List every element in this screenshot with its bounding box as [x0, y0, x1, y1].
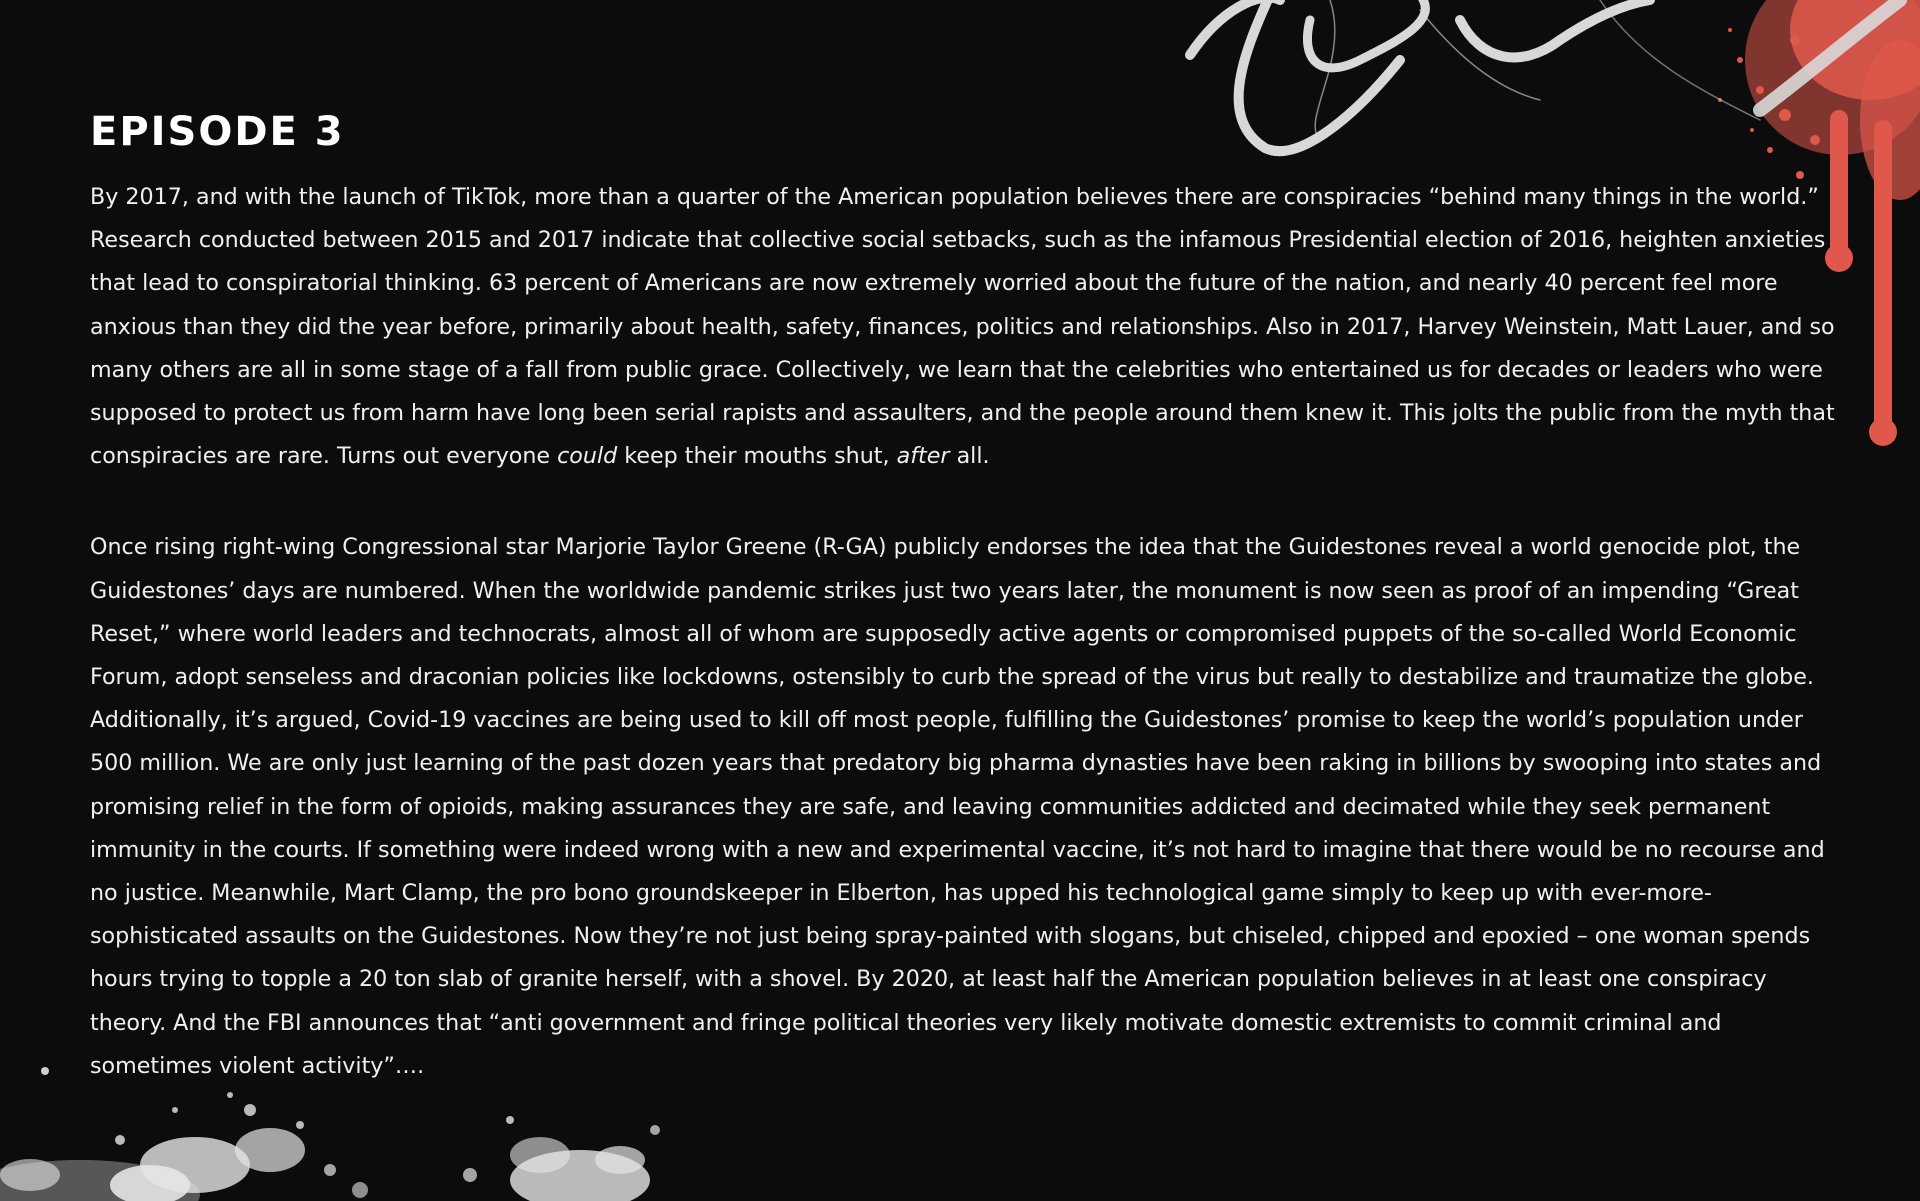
paragraph-2: Once rising right-wing Congressional star Marjorie Taylor Greene (R-GA) publicly endorses the idea that the Guidestones reveal a world genocide plot, the Guidestones’ days are numbered. When the worldwide pandemic strikes just two years later, the monument is now seen as proof of an impending “Great Reset,” where world leaders and technocrats, almost all of whom are supposedly active agents or compromised puppets of the so-called World Economic Forum, adopt senseless and draconian policies like lockdowns, ostensibly to curb the spread of the virus but really to destabilize and traumatize the globe. Additionally, it’s argued, Covid-19 vaccines are being used to kill off most people, fulfilling the Guidestones’ promise to keep the world’s population under 500 million. We are only just learning of the past dozen years that predatory big pharma dynasties have been raking in billions by swooping into states and promising relief in the form of opioids, making assurances they are safe, and leaving communities addicted and decimated while they seek permanent immunity in the courts. If something were indeed wrong with a new and experimental vaccine, it’s not hard to imagine that there would be no recourse and no justice. Meanwhile, Mart Clamp, the pro bono groundskeeper in Elberton, has upped his technological game simply to keep up with ever-more-sophisticated assaults on the Guidestones. Now they’re not just being spray-painted with slogans, but chiseled, chipped and epoxied – one woman spends hours trying to topple a 20 ton slab of granite herself, with a shovel. By 2020, at least half the American population believes in at least one conspiracy theory. And the FBI announces that “anti government and fringe political theories very likely motivate domestic extremists to commit criminal and sometimes violent activity”…. [90, 534, 1825, 1079]
episode-title: EPISODE 3 [90, 109, 345, 155]
paragraph-1-text-3: all. [949, 443, 990, 470]
article [90, 108, 1840, 1088]
italic-after: after [896, 443, 950, 470]
italic-could: could [557, 443, 618, 470]
paragraph-1 [90, 176, 1840, 478]
paragraph-1-text: By 2017, and with the launch of TikTok, more than a quarter of the American population believes there are conspiracies “behind many things in the world.” Research conducted between 2015 and 2017 indicate that collective social setbacks, such as the infamous Presidential election of 2016, heighten anxieties that lead to conspiratorial thinking. 63 percent of Americans are now extremely worried about the future of the nation, and nearly 40 percent feel more anxious than they did the year before, primarily about health, safety, finances, politics and relationships. Also in 2017, Harvey Weinstein, Matt Lauer, and so many others are all in some stage of a fall from public grace. Collectively, we learn that the celebrities who entertained us for decades or leaders who were supposed to protect us from harm have long been serial rapists and assaulters, and the people around them knew it. This jolts the public from the myth that conspiracies are rare. Turns out everyone [90, 184, 1835, 470]
paragraph-1-text-2: keep their mouths shut, [617, 443, 897, 470]
